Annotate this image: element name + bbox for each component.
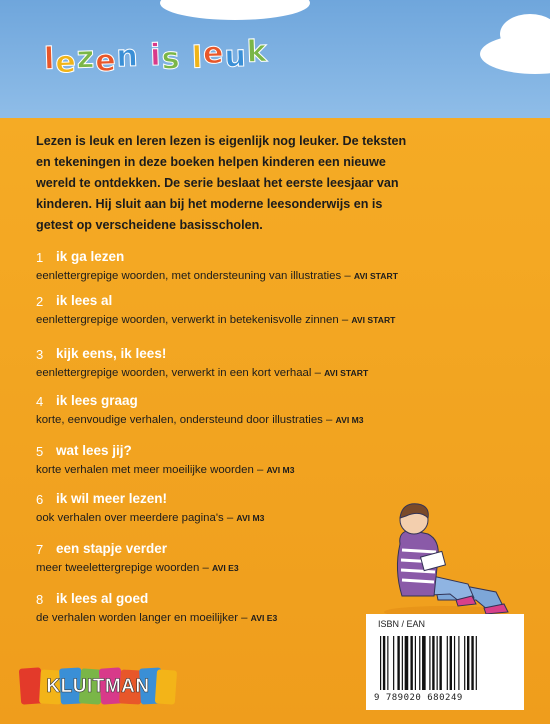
series-title: een stapje verder bbox=[56, 541, 168, 556]
logo-letter: s bbox=[161, 41, 182, 77]
sky-header bbox=[0, 0, 550, 118]
avi-level: AVI E3 bbox=[212, 563, 239, 573]
barcode-bars bbox=[380, 636, 512, 690]
series-title: kijk eens, ik lees! bbox=[56, 346, 167, 361]
series-description: meer tweelettergrepige woorden – AVI E3 bbox=[36, 562, 239, 574]
series-number: 1 bbox=[36, 250, 44, 265]
barcode-bar bbox=[422, 636, 426, 690]
series-number: 8 bbox=[36, 592, 44, 607]
barcode-bar bbox=[476, 636, 477, 690]
barcode-bar bbox=[405, 636, 409, 690]
series-description: korte verhalen met meer moeilijke woorden – AVI M3 bbox=[36, 464, 295, 476]
barcode-box bbox=[366, 614, 524, 710]
series-description: de verhalen worden langer en moeilijker – AVI E3 bbox=[36, 612, 278, 624]
barcode-bar bbox=[380, 636, 381, 690]
series-title: wat lees jij? bbox=[56, 443, 132, 458]
intro-line: en tekeningen in deze boeken helpen kinderen een nieuwe bbox=[36, 155, 386, 169]
series-title: ik ga lezen bbox=[56, 249, 125, 264]
avi-level: AVI M3 bbox=[266, 465, 295, 475]
barcode-bar bbox=[447, 636, 448, 690]
series-number: 7 bbox=[36, 542, 44, 557]
avi-level: AVI START bbox=[353, 271, 398, 281]
logo-letter: e bbox=[202, 35, 226, 72]
intro-text bbox=[36, 131, 506, 236]
barcode-bar bbox=[458, 636, 459, 690]
barcode-bar bbox=[454, 636, 455, 690]
logo-letter: e bbox=[94, 43, 118, 80]
barcode-bar bbox=[464, 636, 465, 690]
logo-letter: l bbox=[191, 40, 204, 76]
barcode-bar bbox=[467, 636, 469, 690]
publisher-logo bbox=[18, 664, 178, 708]
barcode-bar bbox=[410, 636, 412, 690]
series-title: ik lees graag bbox=[56, 393, 138, 408]
logo-letter: e bbox=[54, 44, 78, 81]
logo-letter: l bbox=[43, 41, 56, 77]
intro-line: wereld te ontdekken. De serie beslaat het eerste leesjaar van bbox=[36, 176, 399, 190]
publisher-name: KLUITMAN bbox=[46, 676, 150, 697]
logo-letter: i bbox=[149, 37, 163, 74]
series-number: 2 bbox=[36, 294, 44, 309]
intro-line: Lezen is leuk en leren lezen is eigenlijk nog leuker. De teksten bbox=[36, 134, 407, 148]
series-description: eenlettergrepige woorden, met ondersteuning van illustraties – AVI START bbox=[36, 270, 398, 282]
avi-level: AVI E3 bbox=[250, 613, 278, 623]
barcode-bar bbox=[387, 636, 388, 690]
barcode-bar bbox=[383, 636, 385, 690]
intro-line: kinderen. Hij sluit aan bij het moderne leesonderwijs en is bbox=[36, 197, 383, 211]
series-number: 3 bbox=[36, 347, 44, 362]
barcode-bar bbox=[437, 636, 438, 690]
logo-letter: n bbox=[115, 38, 140, 75]
barcode-bar bbox=[439, 636, 441, 690]
barcode-bar bbox=[471, 636, 473, 690]
barcode-bar bbox=[450, 636, 452, 690]
series-number: 5 bbox=[36, 444, 44, 459]
avi-level: AVI START bbox=[324, 368, 369, 378]
avi-level: AVI M3 bbox=[236, 513, 265, 523]
reading-boy-illustration bbox=[376, 500, 516, 618]
barcode-bar bbox=[415, 636, 416, 690]
barcode-bar bbox=[419, 636, 420, 690]
logo-letter: k bbox=[246, 34, 269, 70]
series-description: eenlettergrepige woorden, verwerkt in betekenisvolle zinnen – AVI START bbox=[36, 314, 396, 326]
series-description: eenlettergrepige woorden, verwerkt in een kort verhaal – AVI START bbox=[36, 367, 369, 379]
intro-line: getest op verscheidene basisscholen. bbox=[36, 218, 263, 232]
avi-level: AVI START bbox=[351, 315, 396, 325]
logo-letter: u bbox=[223, 38, 248, 75]
series-number: 4 bbox=[36, 394, 44, 409]
isbn-label: ISBN / EAN bbox=[378, 619, 426, 629]
series-number: 6 bbox=[36, 492, 44, 507]
isbn-number: 9 789020 680249 bbox=[374, 693, 463, 703]
barcode-bar bbox=[393, 636, 394, 690]
series-title: ik lees al goed bbox=[56, 591, 149, 606]
series-description: korte, eenvoudige verhalen, ondersteund door illustraties – AVI M3 bbox=[36, 414, 364, 426]
barcode-bar bbox=[429, 636, 430, 690]
barcode-bar bbox=[397, 636, 399, 690]
series-logo bbox=[43, 36, 268, 79]
series-title: ik lees al bbox=[56, 293, 113, 308]
series-description: ook verhalen over meerdere pagina's – AVI M3 bbox=[36, 512, 265, 524]
series-title: ik wil meer lezen! bbox=[56, 491, 168, 506]
avi-level: AVI M3 bbox=[335, 415, 364, 425]
logo-letter: z bbox=[76, 40, 96, 76]
barcode-bar bbox=[432, 636, 434, 690]
barcode-bar bbox=[402, 636, 403, 690]
